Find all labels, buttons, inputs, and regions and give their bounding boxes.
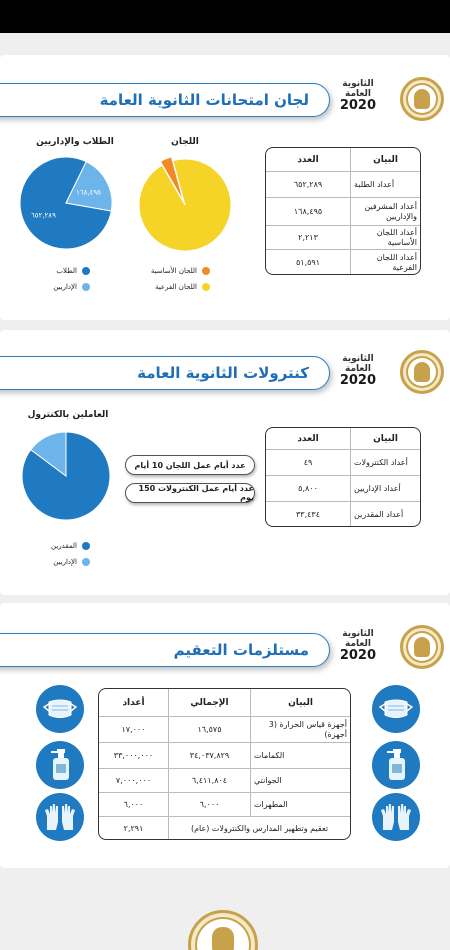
sterilization-title: مستلزمات التعقيم [173, 641, 309, 659]
table-row: المطهرات ٦,٠٠٠ ٦,٠٠٠ [99, 793, 350, 817]
status-bar [0, 0, 450, 33]
controls-pie-chart [18, 428, 114, 524]
sanitizer-bottle-icon [372, 741, 420, 789]
table-header-row: البيان العدد [266, 428, 420, 450]
table-header-row: البيان العدد [266, 148, 420, 172]
table-row: الجوانتي ٦,٤١١,٨٠٤ ٧,٠٠٠,٠٠٠ [99, 769, 350, 793]
legend-item: اللجان الأساسية [135, 267, 210, 275]
committees-title: لجان امتحانات الثانوية العامة [99, 91, 309, 109]
table-row: أعداد الطلبة ٦٥٢,٢٨٩ [266, 172, 420, 198]
sterilization-table [98, 688, 351, 840]
controls-days-pill: عدد أيام عمل الكنترولات 150 يوم [125, 483, 255, 503]
table-row: أعداد المقدرين ٣٣,٤٣٤ [266, 502, 420, 527]
table-row: أعداد اللجان الفرعية ٥١,٥٩١ [266, 250, 420, 275]
table-row: أعداد المشرفين والإداريين ١٦٨,٤٩٥ [266, 198, 420, 226]
gloves-icon [372, 793, 420, 841]
controls-section [0, 330, 450, 595]
students-pie-slice-label-1: ١٦٨,٤٩٥ [76, 188, 101, 197]
legend-dot [202, 283, 210, 291]
sanitizer-bottle-icon [36, 741, 84, 789]
students-chart-title: الطلاب والإداريين [36, 137, 114, 147]
legend-item: الإداريين [30, 283, 90, 291]
legend-dot [82, 267, 90, 275]
sterilization-banner [0, 633, 330, 667]
sterilization-section [0, 603, 450, 868]
face-mask-icon [372, 685, 420, 733]
students-pie-chart [16, 153, 116, 253]
face-mask-icon [36, 685, 84, 733]
legend-dot [82, 558, 90, 566]
logo-2020: الثانوية العامة 2020 [339, 79, 376, 113]
legend-dot [202, 267, 210, 275]
controls-chart-title: العاملين بالكنترول [27, 410, 109, 420]
controls-table [265, 427, 421, 527]
committees-pie-slice-1 [139, 159, 231, 251]
logo-2020: الثانوية العامة 2020 [339, 629, 376, 663]
committees-banner [0, 83, 330, 117]
committees-chart-title: اللجان [171, 137, 199, 147]
ministry-seal-icon [188, 910, 258, 950]
gloves-icon [36, 793, 84, 841]
table-footer-row: تعقيم وتطهير المدارس والكنترولات (عام) ٢,٢٩١ [99, 817, 350, 840]
table-header-row: البيان الإجمالي أعداد [99, 689, 350, 717]
table-row: أعداد اللجان الأساسية ٢,٢١٣ [266, 226, 420, 250]
logo-2020: الثانوية العامة 2020 [339, 354, 376, 388]
ministry-seal-icon [400, 625, 444, 669]
ministry-seal-icon [400, 350, 444, 394]
legend-item: اللجان الفرعية [135, 283, 210, 291]
students-pie-slice-label-0: ٦٥٢,٢٨٩ [31, 211, 56, 220]
table-row: أعداد الإداريين ٥,٨٠٠ [266, 476, 420, 502]
committees-table [265, 147, 421, 275]
legend-item: الإداريين [30, 558, 90, 566]
table-row: الكمامات ٣٤,٠٣٧,٨٢٩ ٣٣,٠٠٠,٠٠٠ [99, 743, 350, 769]
table-row: أعداد الكنترولات ٤٩ [266, 450, 420, 476]
legend-item: المقدرين [30, 542, 90, 550]
table-row: أجهزة قياس الحرارة (3 أجهزة) ١٦,٥٧٥ ١٧,٠٠٠ [99, 717, 350, 743]
controls-banner [0, 356, 330, 390]
committees-section [0, 55, 450, 320]
legend-item: الطلاب [30, 267, 90, 275]
committees-days-pill: عدد أيام عمل اللجان 10 أيام [125, 455, 255, 475]
legend-dot [82, 283, 90, 291]
legend-dot [82, 542, 90, 550]
ministry-seal-icon [400, 77, 444, 121]
committees-pie-chart [135, 155, 235, 255]
controls-title: كنترولات الثانوية العامة [137, 364, 309, 382]
